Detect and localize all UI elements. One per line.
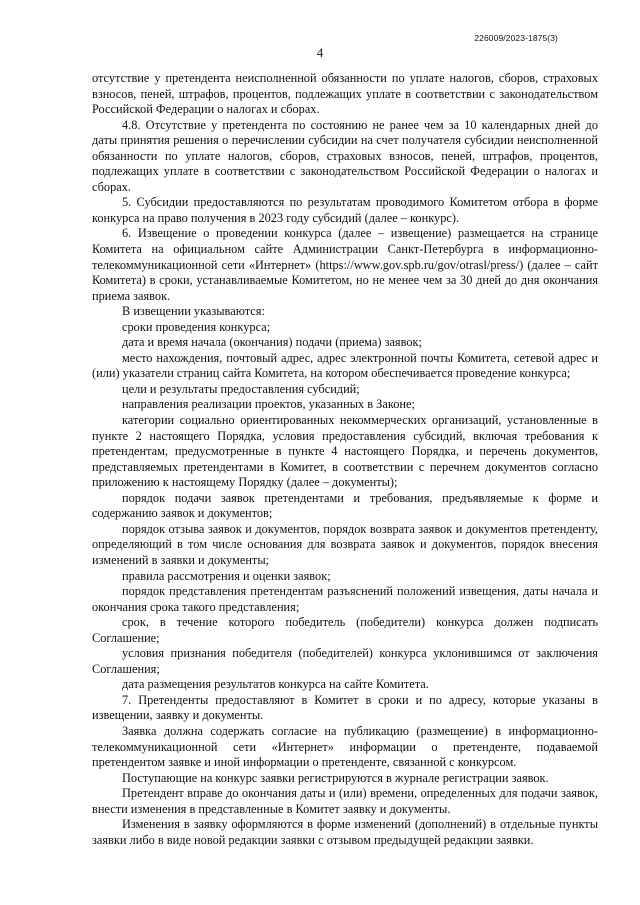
paragraph: место нахождения, почтовый адрес, адрес электронной почты Комитета, сетевой адрес и (или) указатели страниц сайта Комитета, на котором обеспечивается проведение конкурса;: [92, 350, 598, 381]
paragraph: дата размещения результатов конкурса на сайте Комитета.: [122, 677, 429, 692]
paragraph: Поступающие на конкурс заявки регистрируются в журнале регистрации заявок.: [122, 770, 549, 785]
paragraph: порядок подачи заявок претендентами и требования, предъявляемые к форме и содержанию заявок и документов;: [92, 490, 598, 521]
page-number: 4: [316, 45, 324, 60]
paragraph: 7. Претенденты предоставляют в Комитет в сроки и по адресу, которые указаны в извещении, заявку и документы.: [92, 692, 598, 723]
paragraph: 6. Извещение о проведении конкурса (далее – извещение) размещается на странице Комитета на официальном сайте Администрации Санкт-Петербурга в информационно-телекоммуникационной сети «Интернет» (https://www.gov.spb.ru/gov/otrasl/press/) (далее – сайт Комитета) в сроки, устанавливаемые Комитетом, но не менее чем за 30 дней до дня окончания приема заявок.: [92, 226, 598, 303]
paragraph: условия признания победителя (победителей) конкурса уклонившимся от заключения Соглашения;: [92, 646, 598, 676]
paragraph: 4.8. Отсутствие у претендента по состоянию не ранее чем за 10 календарных дней до даты принятия решения о перечислении субсидии на счет получателя субсидии неисполненной обязанности по уплате налогов, сборов, страховых взносов, пеней, штрафов, процентов, подлежащих уплате в соответствии с законодательством Российской Федерации о налогах и сборах.: [92, 117, 598, 194]
paragraph: Изменения в заявку оформляются в форме изменений (дополнений) в отдельные пункты заявки либо в виде новой редакции заявки с отзывом предыдущей редакции заявки.: [92, 817, 598, 847]
document-number: 226009/2023-1875(3): [474, 33, 558, 43]
document-body: [92, 71, 598, 848]
paragraph: срок, в течение которого победитель (победители) конкурса должен подписать Соглашение;: [92, 615, 598, 645]
paragraph: В извещении указываются:: [122, 304, 265, 319]
paragraph: дата и время начала (окончания) подачи (приема) заявок;: [122, 335, 422, 350]
paragraph: отсутствие у претендента неисполненной обязанности по уплате налогов, сборов, страховых взносов, пеней, штрафов, процентов, подлежащих уплате в соответствии с законодательством Российской Федерации о налогах и сборах.: [92, 71, 598, 117]
paragraph: Претендент вправе до окончания даты и (или) времени, определенных для подачи заявок, внести изменения в представленные в Комитет заявку и документы.: [92, 786, 598, 816]
paragraph: цели и результаты предоставления субсидий;: [122, 381, 360, 396]
paragraph: Заявка должна содержать согласие на публикацию (размещение) в информационно-телекоммуникационной сети «Интернет» информации о претенденте, подаваемой претендентом заявке и иной информации о претенденте, связанной с конкурсом.: [92, 723, 598, 770]
paragraph: сроки проведения конкурса;: [122, 319, 271, 334]
paragraph: порядок отзыва заявок и документов, порядок возврата заявок и документов претенденту, определяющий в том числе основания для возврата заявок и документов, порядок внесения изменений в заявки и документы;: [92, 521, 598, 567]
paragraph: 5. Субсидии предоставляются по результатам проводимого Комитетом отбора в форме конкурса на право получения в 2023 году субсидий (далее – конкурс).: [92, 195, 598, 225]
paragraph: порядок представления претендентам разъяснений положений извещения, даты начала и окончания срока такого представления;: [92, 584, 598, 614]
paragraph: правила рассмотрения и оценки заявок;: [122, 568, 331, 583]
paragraph: направления реализации проектов, указанных в Законе;: [122, 397, 415, 412]
paragraph: категории социально ориентированных некоммерческих организаций, установленные в пункте 2 настоящего Порядка, условия предоставления субсидий, включая требования к претендентам, предусмотренные в пункте 4 настоящего Порядка, и перечень документов, представляемых претендентами в Комитет, в соответствии с перечнем документов согласно приложению к настоящему Порядку (далее – документы);: [92, 413, 598, 490]
